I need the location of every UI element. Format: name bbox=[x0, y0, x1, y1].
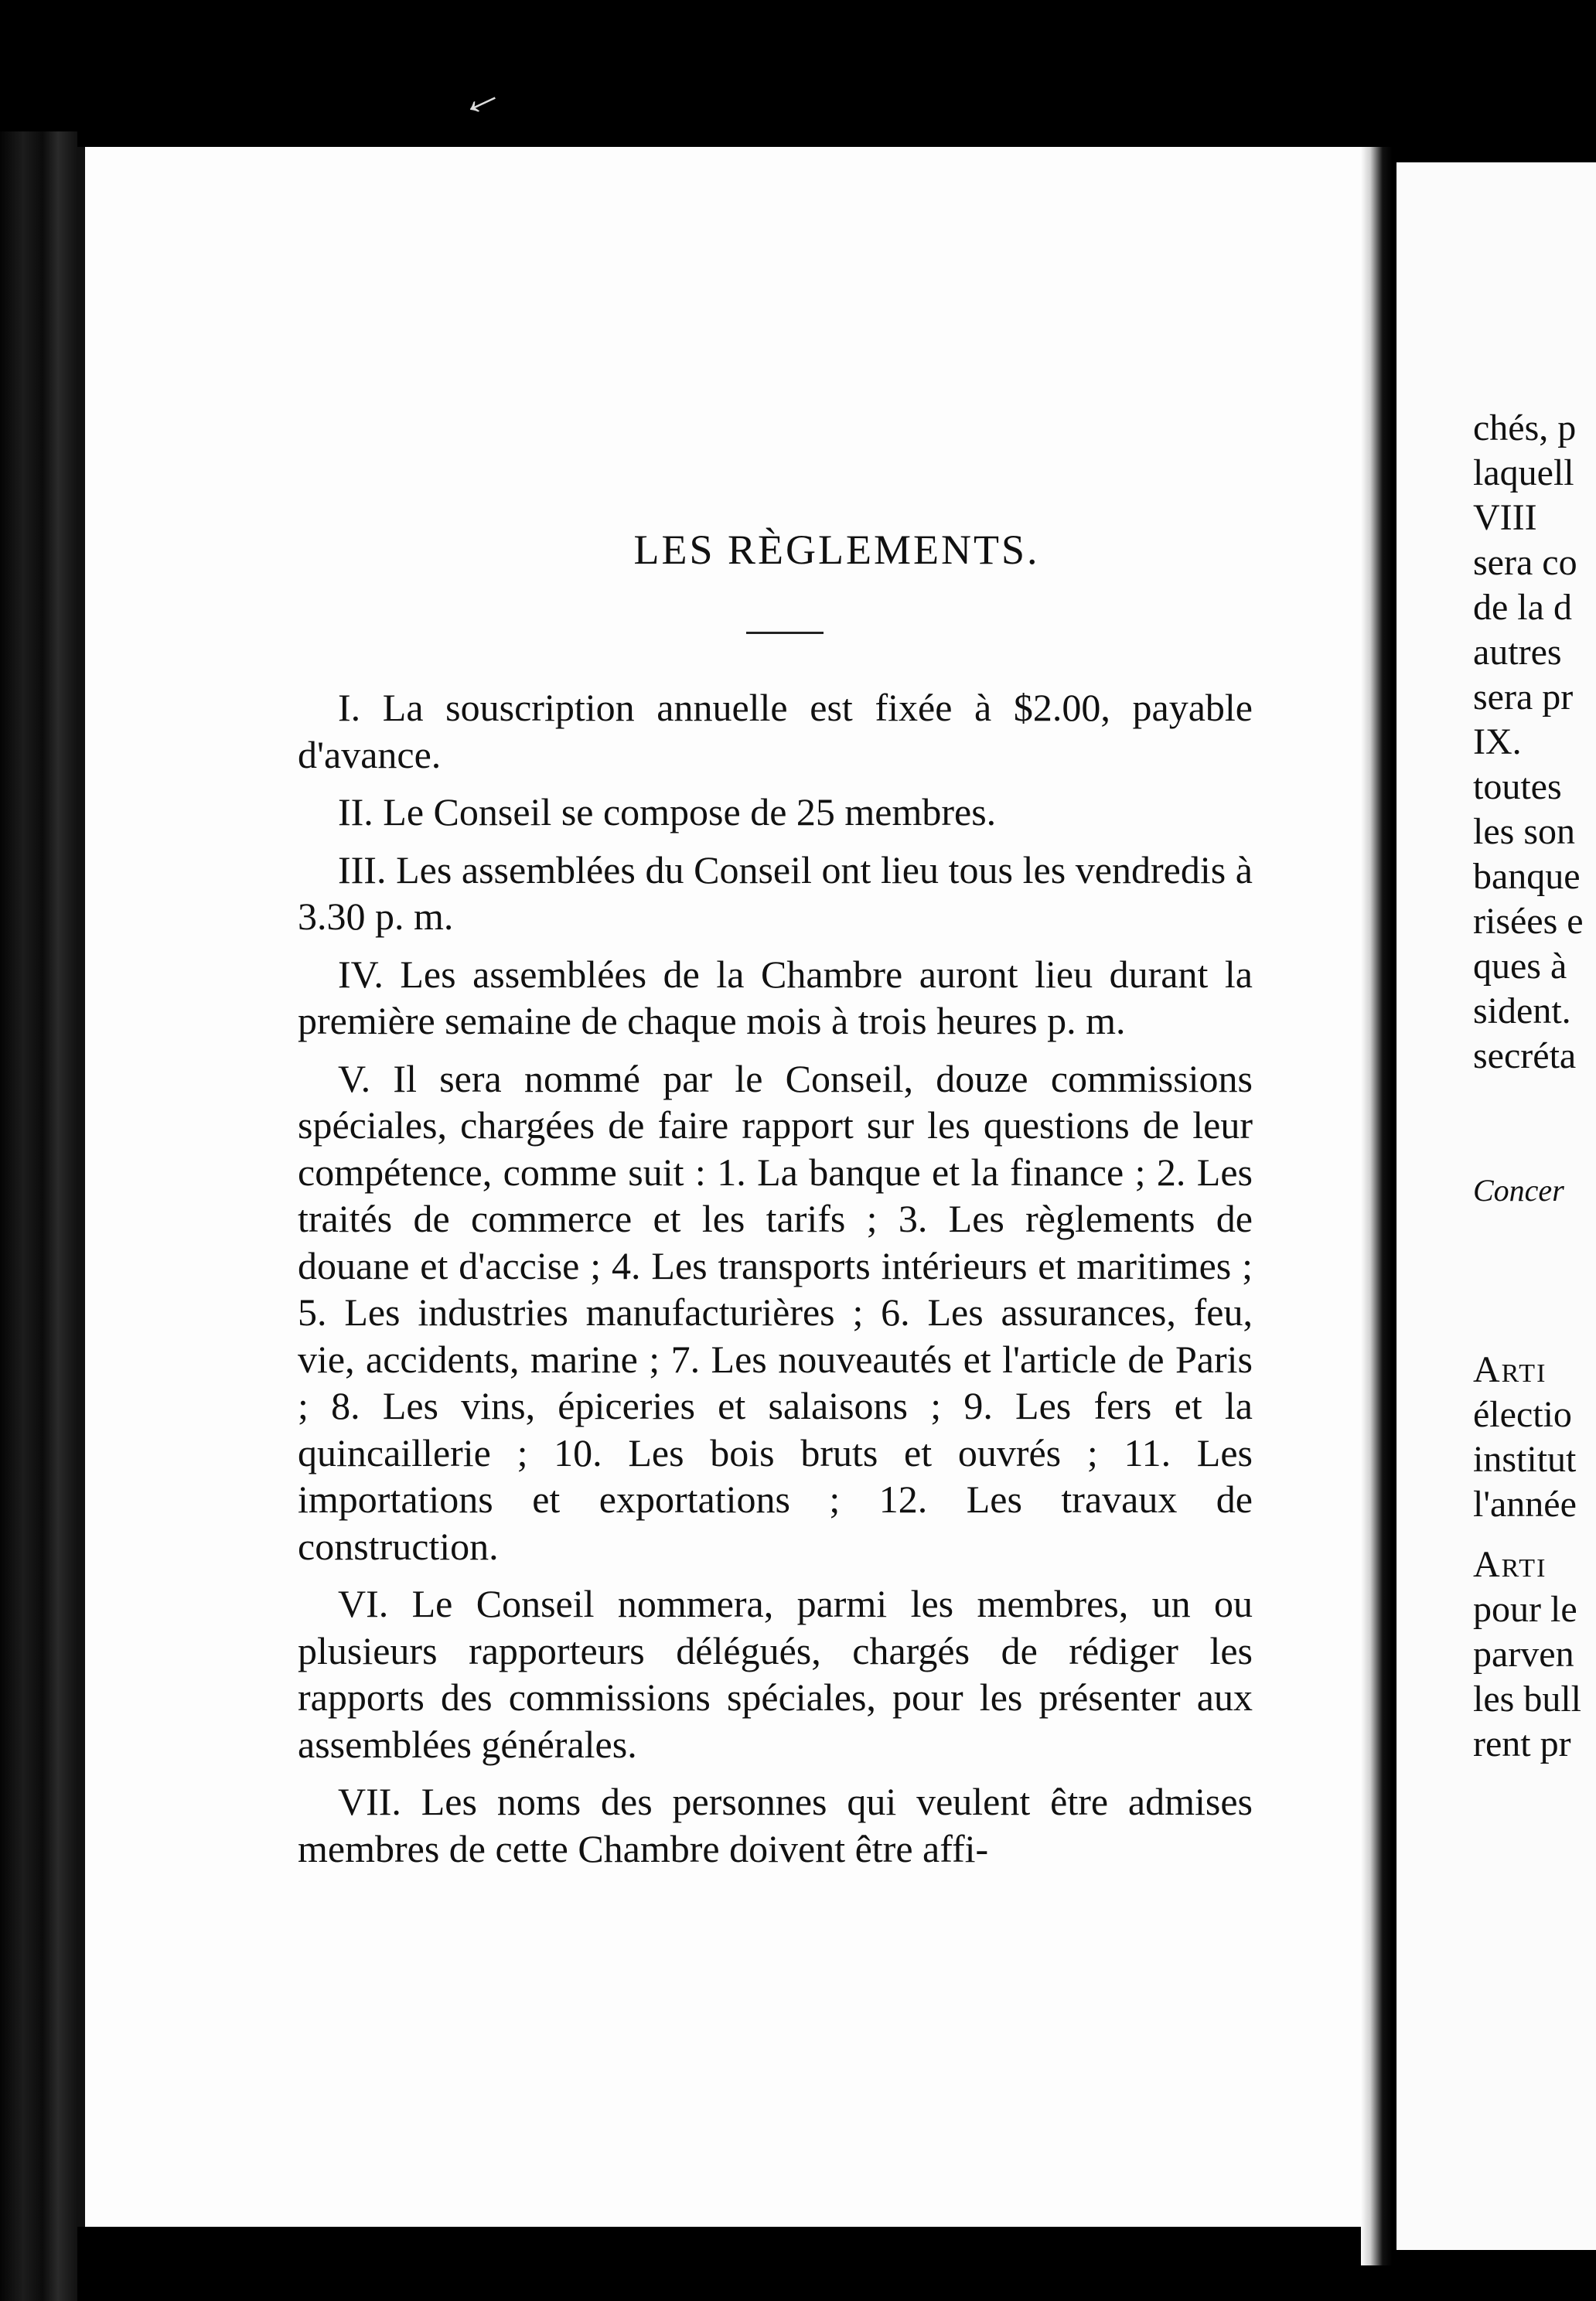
article-6: VI. Le Conseil nommera, parmi les membres, un ou plusieurs rapporteurs délégués, chargés de rédiger les rapports des commissions spéciales, pour les présenter aux assemblées générales. bbox=[298, 1582, 1253, 1766]
page-gutter bbox=[1361, 147, 1392, 2265]
article-2: II. Le Conseil se compose de 25 membres. bbox=[338, 790, 997, 833]
pencil-mark: ← bbox=[447, 63, 512, 130]
right-page-text bbox=[1473, 406, 1596, 1767]
book-spine-edge bbox=[0, 131, 77, 2301]
right-line: IX. bbox=[1473, 721, 1522, 762]
right-line: rent pr bbox=[1473, 1723, 1571, 1764]
right-line: électio bbox=[1473, 1394, 1572, 1435]
right-line: Arti bbox=[1473, 1544, 1547, 1585]
right-line: ques à bbox=[1473, 946, 1567, 987]
article-3: III. Les assemblées du Conseil ont lieu tous les vendredis à 3.30 p. m. bbox=[298, 847, 1253, 938]
right-line: les son bbox=[1473, 811, 1575, 852]
article-5: V. Il sera nommé par le Conseil, douze commissions spéciales, chargées de faire rapport sur les questions de leur compétence, comme suit : 1. La banque et la finance ; 2. Les traités de commerce et les tarifs ; 3. Les règlements de douane et d'accise ; 4. Les transports intérieurs et maritimes ; 5. Les industries manufacturières ; 6. Les assurances, feu, vie, accidents, marine ; 7. Les nouveautés et l'article de Paris ; 8. Les vins, épiceries et salaisons ; 9. Les fers et la quincaillerie ; 10. Les bois bruts et ouvrés ; 11. Les importations et exportations ; 12. Les travaux de construction. bbox=[298, 1056, 1253, 1568]
right-line: risées e bbox=[1473, 901, 1584, 942]
article-1: I. La souscription annuelle est fixée à $2.00, payable d'avance. bbox=[298, 686, 1253, 776]
article-4: IV. Les assemblées de la Chambre auront lieu durant la première semaine de chaque mois à trois heures p. m. bbox=[298, 952, 1253, 1042]
right-line: pour le bbox=[1473, 1589, 1577, 1630]
title-rule bbox=[746, 632, 824, 634]
right-line: les bull bbox=[1473, 1679, 1581, 1720]
article-7: VII. Les noms des personnes qui veulent être admises membres de cette Chambre doivent être affi- bbox=[298, 1780, 1253, 1870]
right-line: VIII bbox=[1473, 497, 1537, 538]
page-title: LES RÈGLEMENTS. bbox=[633, 527, 1040, 573]
right-line: chés, p bbox=[1473, 407, 1577, 448]
right-italic-heading: Concer bbox=[1473, 1173, 1564, 1208]
right-line: l'année bbox=[1473, 1484, 1577, 1525]
right-line: institut bbox=[1473, 1439, 1577, 1480]
right-line: de la d bbox=[1473, 587, 1572, 628]
right-line: secréta bbox=[1473, 1035, 1577, 1076]
right-line: sera pr bbox=[1473, 677, 1574, 718]
right-line: banque bbox=[1473, 856, 1581, 897]
right-line: autres bbox=[1473, 632, 1562, 673]
right-line: laquell bbox=[1473, 452, 1574, 493]
right-line: Arti bbox=[1473, 1349, 1547, 1390]
right-line: toutes bbox=[1473, 766, 1562, 807]
article-list bbox=[298, 684, 1253, 1883]
right-line: parven bbox=[1473, 1634, 1574, 1675]
right-line: sera co bbox=[1473, 542, 1577, 583]
right-line: sident. bbox=[1473, 990, 1571, 1031]
